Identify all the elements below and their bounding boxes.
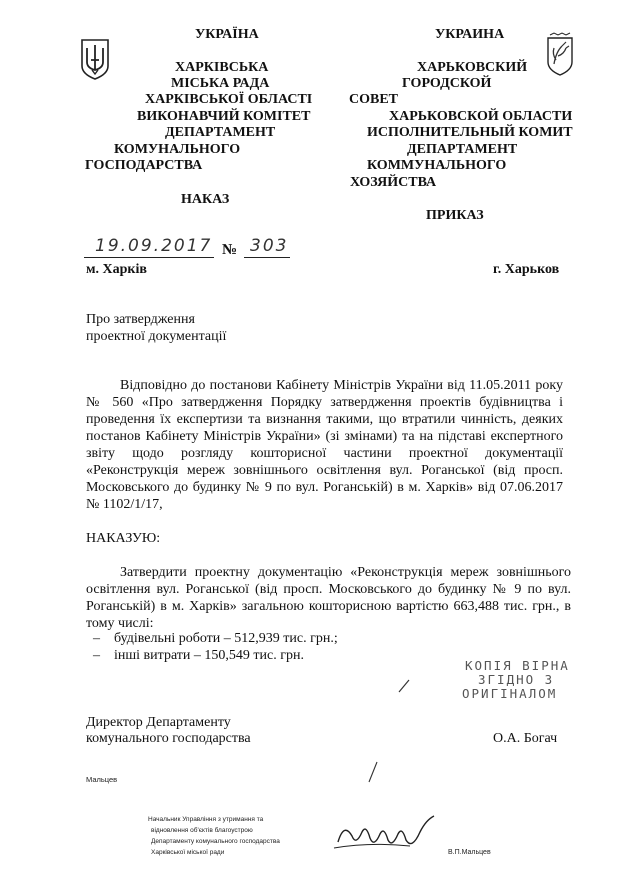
doc-type-ru: ПРИКАЗ: [426, 208, 484, 223]
executor-name: Мальцев: [86, 775, 118, 784]
header-right-line-8: ХОЗЯЙСТВА: [350, 175, 437, 190]
order-number-sign: №: [222, 242, 238, 258]
cost-items-list: [86, 630, 486, 664]
city-ru: г. Харьков: [493, 262, 560, 277]
certification-line-4: Харківської міської ради: [151, 849, 225, 856]
order-number: 303: [250, 236, 289, 256]
number-underline: [244, 257, 290, 258]
cost-item: – інші витрати – 150,549 тис. грн.: [86, 647, 486, 664]
signatory-name: О.А. Богач: [493, 731, 558, 746]
country-ua: УКРАЇНА: [195, 27, 259, 42]
certification-line-3: Департаменту комунального господарства: [151, 838, 280, 845]
subject-line-2: проектної документації: [86, 329, 227, 344]
copy-stamp-line-3: ОРИГІНАЛОМ: [462, 686, 558, 701]
cost-item: – будівельні роботи – 512,939 тис. грн.;: [86, 630, 486, 647]
pen-mark-icon: [395, 676, 415, 696]
header-right-line-7: КОММУНАЛЬНОГО: [367, 158, 507, 173]
header-right-line-3: СОВЕТ: [349, 92, 399, 107]
header-left-line-2: МІСЬКА РАДА: [171, 76, 270, 91]
handwritten-signature-icon: [330, 812, 445, 857]
header-right-line-6: ДЕПАРТАМЕНТ: [407, 142, 518, 157]
signatory-position-1: Директор Департаменту: [86, 715, 231, 730]
order-date: 19.09.2017: [95, 236, 213, 256]
header-left-line-6: КОМУНАЛЬНОГО: [114, 142, 241, 157]
header-left-line-5: ДЕПАРТАМЕНТ: [165, 125, 276, 140]
header-right-line-2: ГОРОДСКОЙ: [402, 76, 492, 91]
preamble-paragraph: Відповідно до постанови Кабінету Міністрів України від 11.05.2011 року № 560 «Про затвердження Порядку затвердження проектів будівництва і проведення їх експертизи та визнання такими, що втратили чинність, деяких постанов Кабінету Міністрів України» (зі змінами) та на підставі експертного звіту щодо розгляду кошторисної частини проектної документації «Реконструкція мереж зовнішнього освітлення вул. Роганської (від просп. Московського до будинку № 9 по вул. Роганській) в м. Харків» від 07.06.2017 № 1102/1/17,: [86, 378, 563, 512]
header-right-line-5: ИСПОЛНИТЕЛЬНЫЙ КОМИТ: [367, 125, 573, 140]
decision-paragraph: Затвердити проектну документацію «Реконструкція мереж зовнішнього освітлення вул. Роганської (від просп. Московського до будинку № 9 по вул. Роганській) в м. Харків» загальною кошторисною вартістю 663,488 тис. грн., в тому числі:: [86, 565, 571, 631]
certifier-name: В.П.Мальцев: [448, 849, 491, 856]
doc-type-ua: НАКАЗ: [181, 192, 230, 207]
certification-line-1: Начальник Управління з утримання та: [148, 816, 264, 823]
header-right-line-1: ХАРЬКОВСКИЙ: [417, 60, 528, 75]
header-left-line-1: ХАРКІВСЬКА: [175, 60, 269, 75]
header-left-line-3: ХАРКІВСЬКОЇ ОБЛАСТІ: [145, 92, 313, 107]
order-word: НАКАЗУЮ:: [86, 531, 161, 546]
header-left-line-7: ГОСПОДАРСТВА: [85, 158, 203, 173]
header-right-line-4: ХАРЬКОВСКОЙ ОБЛАСТИ: [389, 109, 573, 124]
trident-emblem-icon: [80, 38, 110, 80]
certification-line-2: відновлення об'єктів благоустрою: [151, 827, 253, 834]
city-ua: м. Харків: [86, 262, 147, 277]
subject-line-1: Про затвердження: [86, 312, 195, 327]
copy-stamp-line-1: КОПІЯ ВІРНА: [465, 658, 570, 673]
country-ru: УКРАИНА: [435, 27, 505, 42]
header-left-line-4: ВИКОНАВЧИЙ КОМІТЕТ: [137, 109, 311, 124]
date-underline: [84, 257, 214, 258]
signatory-position-2: комунального господарства: [86, 731, 251, 746]
kharkiv-coat-of-arms-icon: [544, 32, 576, 76]
pen-mark-icon: [365, 760, 385, 784]
copy-stamp-line-2: ЗГІДНО З: [478, 672, 555, 687]
